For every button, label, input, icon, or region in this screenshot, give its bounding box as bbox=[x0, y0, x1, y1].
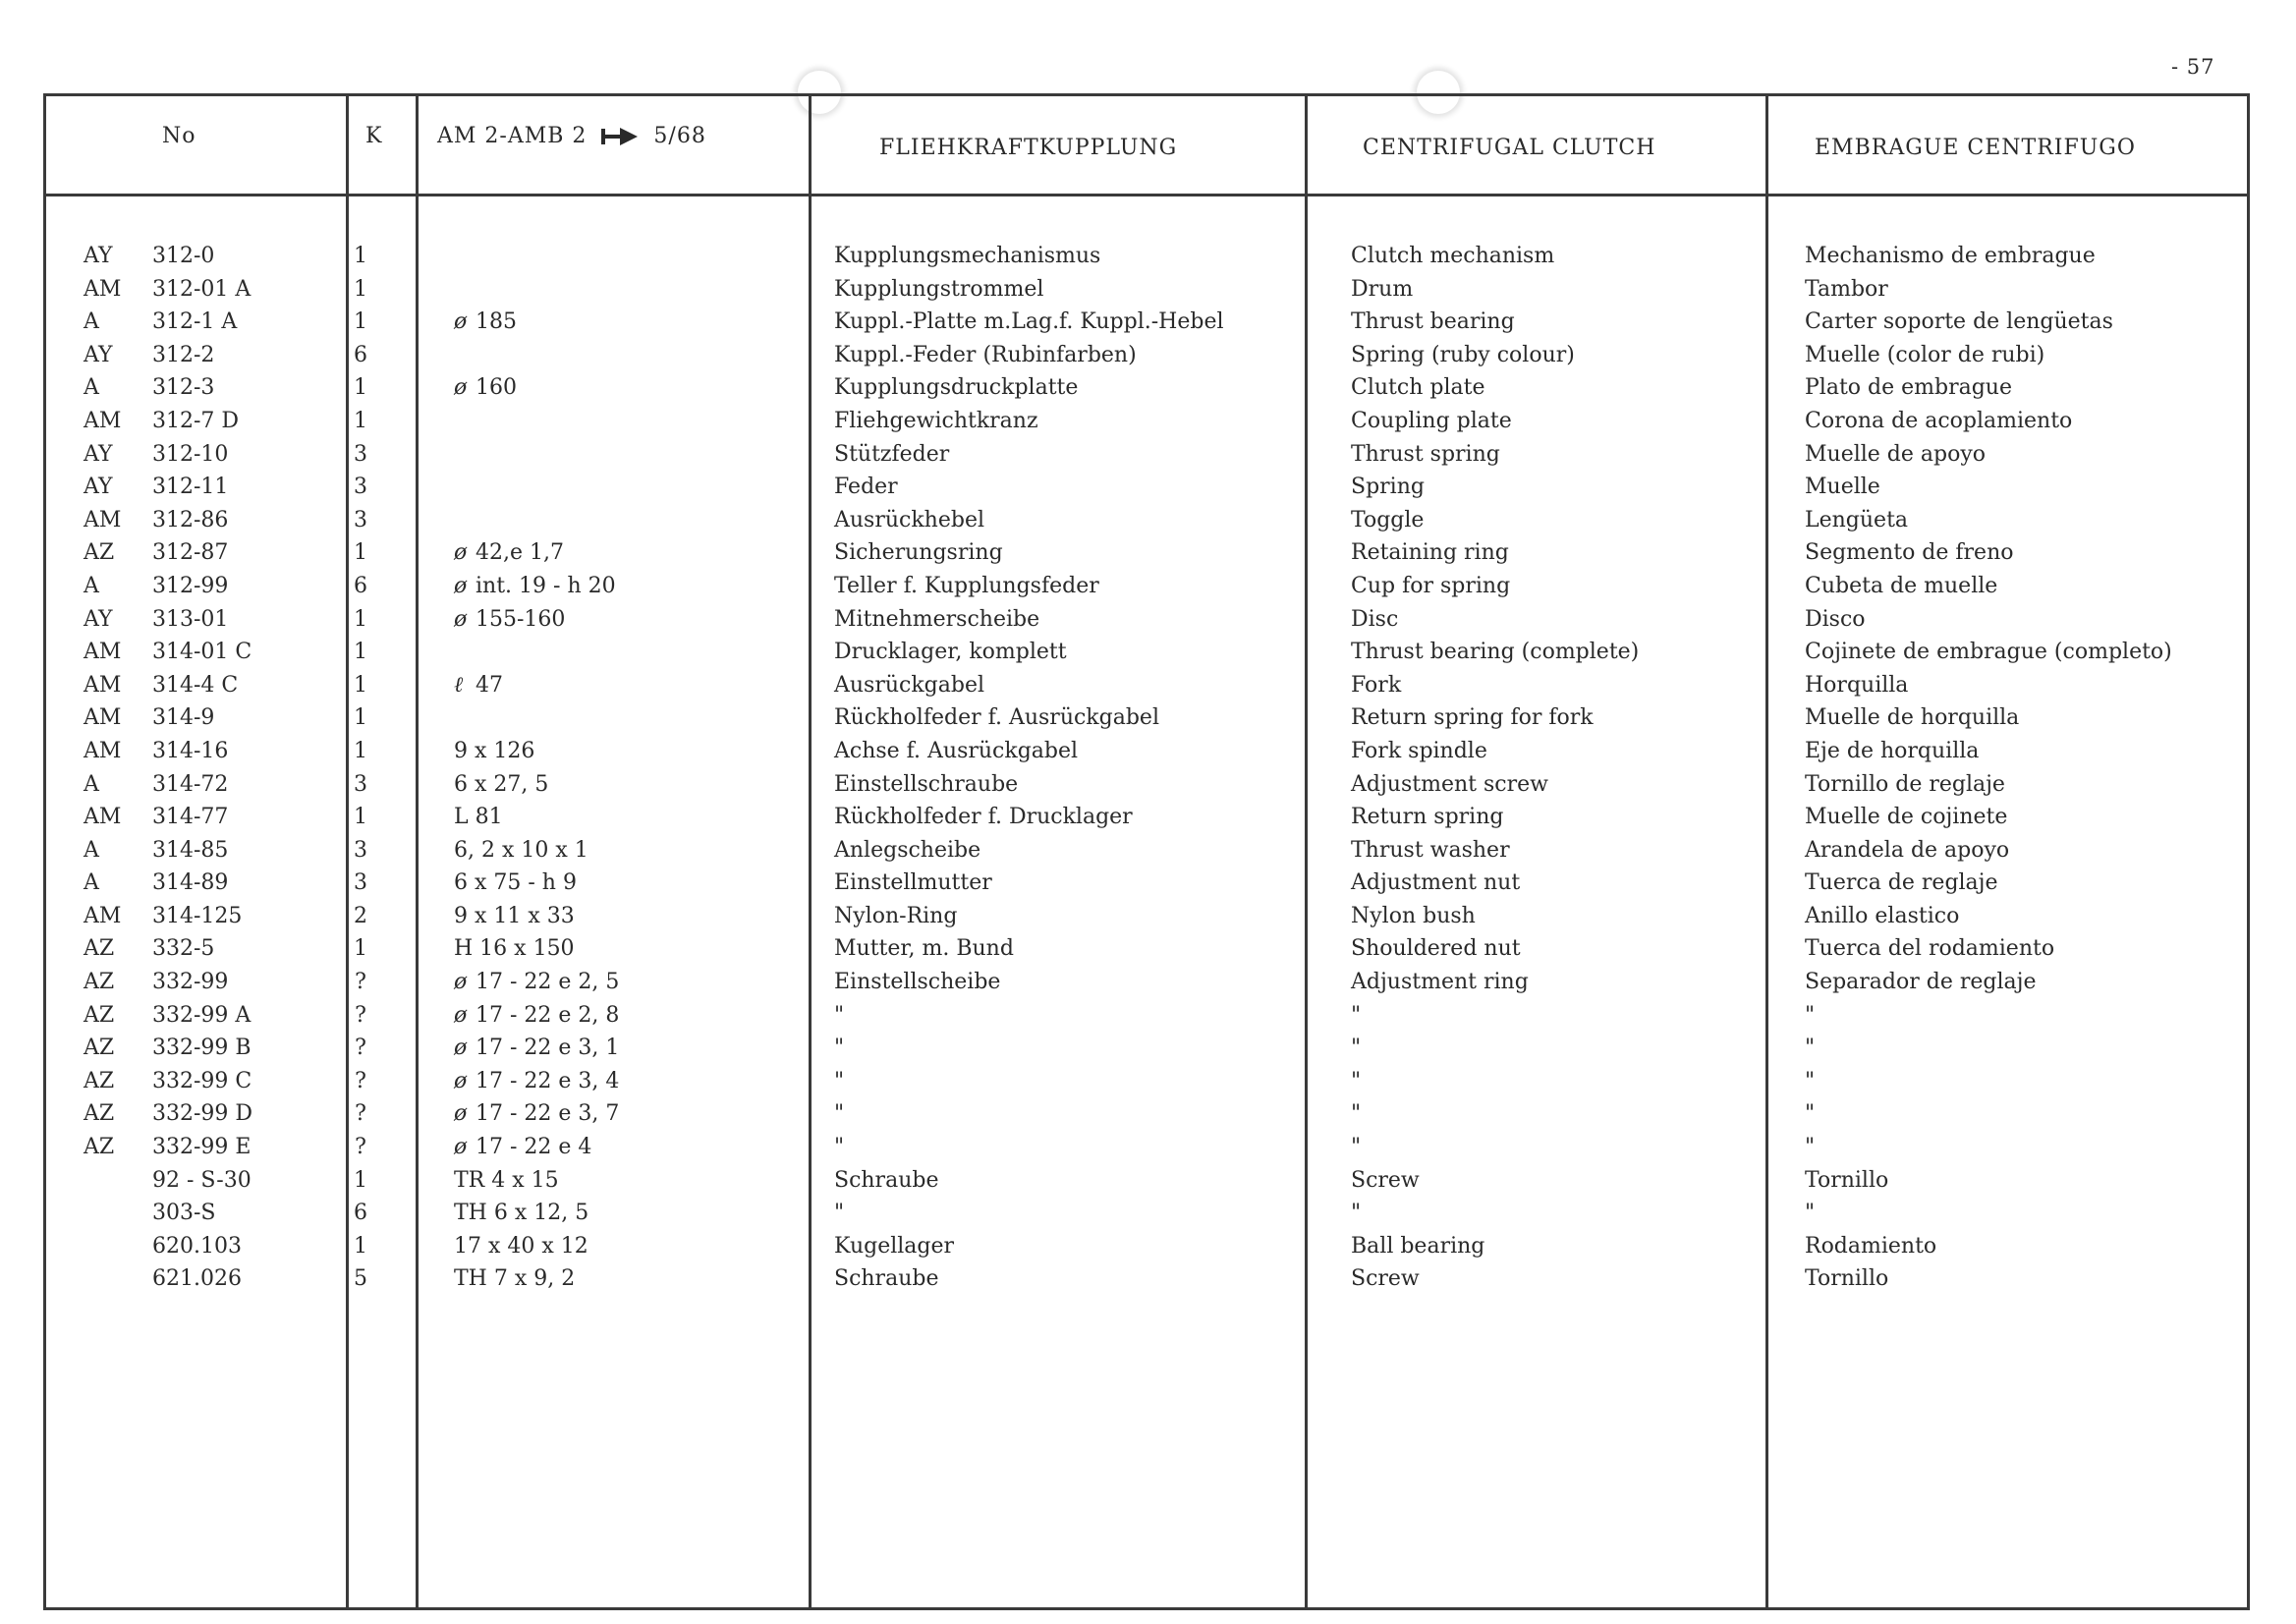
quantity: 3 bbox=[354, 771, 367, 797]
part-number: 92 - S-30 bbox=[152, 1167, 252, 1193]
description-spanish: Horquilla bbox=[1805, 672, 1909, 698]
part-prefix: A bbox=[84, 771, 99, 797]
dimension-value: 6 x 27, 5 bbox=[454, 771, 549, 797]
description-english: Adjustment nut bbox=[1351, 870, 1521, 896]
description-english: Thrust bearing bbox=[1351, 309, 1515, 335]
dimension bbox=[454, 999, 619, 1032]
part-number: 332-99 bbox=[152, 970, 229, 995]
description-english: Ball bearing bbox=[1351, 1233, 1485, 1259]
dimension-value: TH 6 x 12, 5 bbox=[454, 1201, 589, 1226]
dimension-value: 17 x 40 x 12 bbox=[454, 1233, 588, 1259]
quantity: ? bbox=[355, 970, 366, 995]
description-german: Achse f. Ausrückgabel bbox=[834, 738, 1079, 763]
description-german: Kupplungstrommel bbox=[834, 276, 1044, 302]
description-spanish: " bbox=[1805, 1002, 1816, 1028]
part-prefix: AM bbox=[84, 408, 122, 433]
part-prefix: A bbox=[84, 309, 99, 335]
part-prefix: AY bbox=[84, 342, 113, 367]
description-spanish: Cubeta de muelle bbox=[1805, 573, 1998, 598]
table-row bbox=[46, 1032, 2247, 1065]
quantity: 1 bbox=[354, 805, 367, 830]
part-number: 314-01 C bbox=[152, 640, 252, 665]
dimension-value: H 16 x 150 bbox=[454, 936, 575, 962]
quantity: 1 bbox=[354, 375, 367, 401]
table-row bbox=[46, 240, 2247, 273]
table-row bbox=[46, 999, 2247, 1033]
description-german: Einstellschraube bbox=[834, 771, 1019, 797]
quantity: 2 bbox=[354, 903, 367, 928]
description-spanish: Muelle de apoyo bbox=[1805, 441, 1987, 467]
description-german: Anlegscheibe bbox=[834, 837, 981, 863]
description-german: Einstellmutter bbox=[834, 870, 992, 896]
table-row bbox=[46, 636, 2247, 669]
table-row bbox=[46, 1230, 2247, 1263]
quantity: 1 bbox=[354, 309, 367, 335]
part-prefix: AM bbox=[84, 507, 122, 532]
table-row bbox=[46, 504, 2247, 537]
description-german: Kupplungsmechanismus bbox=[834, 244, 1101, 268]
header-model bbox=[437, 124, 706, 148]
part-prefix: AZ bbox=[84, 540, 115, 566]
part-number: 312-7 D bbox=[152, 408, 240, 433]
description-german: " bbox=[834, 1201, 845, 1226]
part-number: 314-85 bbox=[152, 837, 229, 863]
quantity: 3 bbox=[354, 870, 367, 896]
part-number: 332-99 E bbox=[152, 1135, 252, 1160]
description-spanish: Mechanismo de embrague bbox=[1805, 244, 2096, 268]
dimension bbox=[454, 669, 503, 701]
quantity: 1 bbox=[354, 936, 367, 962]
dimension bbox=[454, 867, 577, 899]
dimension bbox=[454, 834, 588, 867]
part-prefix: AY bbox=[84, 606, 113, 632]
dimension-value: 17 - 22 e 3, 7 bbox=[476, 1101, 620, 1127]
part-number: 312-10 bbox=[152, 441, 229, 467]
part-prefix: AZ bbox=[84, 1068, 115, 1093]
description-english: " bbox=[1351, 1135, 1362, 1160]
description-english: Return spring for fork bbox=[1351, 705, 1594, 731]
quantity: ? bbox=[355, 1036, 366, 1061]
part-number: 332-99 A bbox=[152, 1002, 252, 1028]
description-spanish: " bbox=[1805, 1101, 1816, 1127]
table-row bbox=[46, 1131, 2247, 1164]
quantity: 1 bbox=[354, 672, 367, 698]
part-prefix: AM bbox=[84, 705, 122, 731]
description-spanish: Muelle bbox=[1805, 475, 1880, 500]
part-prefix: A bbox=[84, 375, 99, 401]
dimension-value: L 81 bbox=[454, 805, 503, 830]
part-number: 314-125 bbox=[152, 903, 243, 928]
description-english: Return spring bbox=[1351, 805, 1504, 830]
diameter-symbol-icon: ø bbox=[454, 970, 468, 995]
description-english: Toggle bbox=[1351, 507, 1425, 532]
description-german: Kuppl.-Platte m.Lag.f. Kuppl.-Hebel bbox=[834, 309, 1224, 335]
description-english: Coupling plate bbox=[1351, 408, 1512, 433]
part-prefix: AM bbox=[84, 805, 122, 830]
diameter-symbol-icon: ø bbox=[454, 573, 468, 598]
diameter-symbol-icon: ø bbox=[454, 1101, 468, 1127]
description-german: " bbox=[834, 1068, 845, 1093]
quantity: 1 bbox=[354, 408, 367, 433]
part-prefix: A bbox=[84, 573, 99, 598]
table-row bbox=[46, 932, 2247, 966]
dimension-value: 160 bbox=[476, 375, 517, 401]
description-german: " bbox=[834, 1135, 845, 1160]
dimension-value: TR 4 x 15 bbox=[454, 1167, 559, 1193]
part-number: 332-5 bbox=[152, 936, 215, 962]
description-spanish: Muelle (color de rubi) bbox=[1805, 342, 2045, 367]
quantity: 3 bbox=[354, 475, 367, 500]
description-spanish: Muelle de horquilla bbox=[1805, 705, 2020, 731]
part-number: 621.026 bbox=[152, 1266, 242, 1292]
part-prefix: AM bbox=[84, 640, 122, 665]
table-row bbox=[46, 834, 2247, 868]
dimension bbox=[454, 1230, 588, 1262]
quantity: 1 bbox=[354, 276, 367, 302]
quantity: 1 bbox=[354, 1233, 367, 1259]
quantity: 1 bbox=[354, 738, 367, 763]
description-english: " bbox=[1351, 1036, 1362, 1061]
diameter-symbol-icon: ø bbox=[454, 309, 468, 335]
part-number: 314-72 bbox=[152, 771, 229, 797]
part-prefix: AZ bbox=[84, 970, 115, 995]
quantity: 6 bbox=[354, 342, 367, 367]
quantity: ? bbox=[355, 1101, 366, 1127]
table-row bbox=[46, 801, 2247, 834]
part-number: 332-99 C bbox=[152, 1068, 252, 1093]
header-model-label: AM 2-AMB 2 bbox=[437, 124, 588, 148]
table-row bbox=[46, 1262, 2247, 1296]
dimension bbox=[454, 1032, 619, 1064]
description-spanish: " bbox=[1805, 1068, 1816, 1093]
description-english: Retaining ring bbox=[1351, 540, 1509, 566]
header-english: CENTRIFUGAL CLUTCH bbox=[1363, 136, 1656, 160]
part-number: 312-3 bbox=[152, 375, 215, 401]
part-number: 312-0 bbox=[152, 244, 215, 268]
table-row bbox=[46, 701, 2247, 735]
description-english: " bbox=[1351, 1068, 1362, 1093]
quantity: ? bbox=[355, 1068, 366, 1093]
description-german: Schraube bbox=[834, 1266, 939, 1292]
description-english: Clutch mechanism bbox=[1351, 244, 1555, 268]
quantity: 6 bbox=[354, 573, 367, 598]
dimension bbox=[454, 1131, 591, 1163]
description-german: Fliehgewichtkranz bbox=[834, 408, 1038, 433]
quantity: ? bbox=[355, 1002, 366, 1028]
description-spanish: Tambor bbox=[1805, 276, 1888, 302]
description-spanish: Tornillo de reglaje bbox=[1805, 771, 2005, 797]
part-number: 312-1 A bbox=[152, 309, 238, 335]
part-prefix: AZ bbox=[84, 1135, 115, 1160]
description-spanish: " bbox=[1805, 1135, 1816, 1160]
description-english: Thrust spring bbox=[1351, 441, 1500, 467]
description-english: Cup for spring bbox=[1351, 573, 1511, 598]
part-prefix: A bbox=[84, 837, 99, 863]
part-number: 620.103 bbox=[152, 1233, 242, 1259]
description-english: Spring (ruby colour) bbox=[1351, 342, 1575, 367]
description-german: Rückholfeder f. Drucklager bbox=[834, 805, 1133, 830]
description-english: Adjustment ring bbox=[1351, 970, 1529, 995]
table-row bbox=[46, 1065, 2247, 1098]
dimension-value: TH 7 x 9, 2 bbox=[454, 1266, 576, 1292]
table-row bbox=[46, 273, 2247, 307]
description-german: Ausrückhebel bbox=[834, 507, 985, 532]
table-row bbox=[46, 438, 2247, 472]
quantity: 3 bbox=[354, 441, 367, 467]
table-row bbox=[46, 669, 2247, 702]
description-german: Nylon-Ring bbox=[834, 903, 958, 928]
diameter-symbol-icon: ø bbox=[454, 1135, 468, 1160]
part-prefix: AY bbox=[84, 475, 113, 500]
table-row bbox=[46, 471, 2247, 504]
part-number: 312-2 bbox=[152, 342, 215, 367]
dimension-value: int. 19 - h 20 bbox=[476, 573, 616, 598]
dimension-value: 6 x 75 - h 9 bbox=[454, 870, 577, 896]
description-english: Spring bbox=[1351, 475, 1425, 500]
description-spanish: Segmento de freno bbox=[1805, 540, 2014, 566]
dimension-value: 185 bbox=[476, 309, 517, 335]
part-number: 314-16 bbox=[152, 738, 229, 763]
part-prefix: A bbox=[84, 870, 99, 896]
description-german: Kuppl.-Feder (Rubinfarben) bbox=[834, 342, 1137, 367]
part-number: 313-01 bbox=[152, 606, 229, 632]
diameter-symbol-icon: ø bbox=[454, 1002, 468, 1028]
description-spanish: " bbox=[1805, 1036, 1816, 1061]
part-number: 332-99 B bbox=[152, 1036, 252, 1061]
dimension bbox=[454, 1097, 619, 1130]
table-row bbox=[46, 339, 2247, 372]
dimension bbox=[454, 1197, 588, 1229]
diameter-symbol-icon: ø bbox=[454, 540, 468, 566]
description-german: Sicherungsring bbox=[834, 540, 1003, 566]
description-german: Ausrückgabel bbox=[834, 672, 985, 698]
table-row bbox=[46, 405, 2247, 438]
part-number: 303-S bbox=[152, 1201, 216, 1226]
parts-table bbox=[43, 93, 2250, 1610]
description-english: Fork bbox=[1351, 672, 1402, 698]
description-spanish: Corona de acoplamiento bbox=[1805, 408, 2073, 433]
description-german: Mutter, m. Bund bbox=[834, 936, 1014, 962]
description-english: Drum bbox=[1351, 276, 1414, 302]
description-english: Fork spindle bbox=[1351, 738, 1487, 763]
quantity: ? bbox=[355, 1135, 366, 1160]
description-english: Adjustment screw bbox=[1351, 771, 1548, 797]
description-spanish: Tuerca del rodamiento bbox=[1805, 936, 2055, 962]
header-no: No bbox=[162, 124, 196, 148]
dimension-value: 17 - 22 e 2, 5 bbox=[476, 970, 620, 995]
description-german: Mitnehmerscheibe bbox=[834, 606, 1040, 632]
dimension-value: 47 bbox=[476, 672, 503, 698]
table-row bbox=[46, 735, 2247, 768]
description-spanish: Rodamiento bbox=[1805, 1233, 1937, 1259]
dimension bbox=[454, 603, 565, 636]
dimension bbox=[454, 735, 534, 767]
header-german: FLIEHKRAFTKUPPLUNG bbox=[879, 136, 1178, 160]
description-german: Einstellscheibe bbox=[834, 970, 1001, 995]
dimension-value: 6, 2 x 10 x 1 bbox=[454, 837, 588, 863]
dimension bbox=[454, 371, 517, 404]
description-spanish: Anillo elastico bbox=[1805, 903, 1960, 928]
part-number: 312-99 bbox=[152, 573, 229, 598]
part-prefix: AZ bbox=[84, 1036, 115, 1061]
dimension bbox=[454, 900, 575, 932]
table-row bbox=[46, 306, 2247, 339]
description-english: Clutch plate bbox=[1351, 375, 1485, 401]
description-german: Teller f. Kupplungsfeder bbox=[834, 573, 1099, 598]
description-english: Thrust washer bbox=[1351, 837, 1510, 863]
description-english: " bbox=[1351, 1201, 1362, 1226]
description-spanish: Tornillo bbox=[1805, 1266, 1889, 1292]
dimension-value: 9 x 126 bbox=[454, 738, 535, 763]
quantity: 1 bbox=[354, 705, 367, 731]
table-row bbox=[46, 900, 2247, 933]
quantity: 1 bbox=[354, 540, 367, 566]
diameter-symbol-icon: ø bbox=[454, 606, 468, 632]
description-spanish: Plato de embrague bbox=[1805, 375, 2012, 401]
description-german: " bbox=[834, 1002, 845, 1028]
description-english: Disc bbox=[1351, 606, 1399, 632]
quantity: 6 bbox=[354, 1201, 367, 1226]
header-divider bbox=[46, 194, 2247, 196]
description-spanish: " bbox=[1805, 1201, 1816, 1226]
description-german: Kupplungsdruckplatte bbox=[834, 375, 1079, 401]
dimension bbox=[454, 932, 575, 965]
description-english: Screw bbox=[1351, 1167, 1420, 1193]
description-spanish: Cojinete de embrague (completo) bbox=[1805, 640, 2172, 665]
diameter-symbol-icon: ø bbox=[454, 1036, 468, 1061]
part-number: 312-86 bbox=[152, 507, 229, 532]
dimension bbox=[454, 1164, 559, 1197]
quantity: 1 bbox=[354, 244, 367, 268]
table-row bbox=[46, 867, 2247, 900]
quantity: 1 bbox=[354, 640, 367, 665]
dimension-value: 9 x 11 x 33 bbox=[454, 903, 575, 928]
dimension-value: 17 - 22 e 2, 8 bbox=[476, 1002, 620, 1028]
dimension bbox=[454, 801, 503, 833]
quantity: 1 bbox=[354, 606, 367, 632]
dimension bbox=[454, 768, 548, 801]
description-german: Feder bbox=[834, 475, 898, 500]
arrow-right-icon bbox=[600, 126, 640, 147]
description-spanish: Arandela de apoyo bbox=[1805, 837, 2010, 863]
dimension-value: 42,e 1,7 bbox=[476, 540, 564, 566]
description-english: Shouldered nut bbox=[1351, 936, 1521, 962]
description-german: " bbox=[834, 1101, 845, 1127]
description-english: Thrust bearing (complete) bbox=[1351, 640, 1640, 665]
description-spanish: Separador de reglaje bbox=[1805, 970, 2037, 995]
description-spanish: Muelle de cojinete bbox=[1805, 805, 2008, 830]
part-number: 312-01 A bbox=[152, 276, 252, 302]
dimension bbox=[454, 306, 517, 338]
table-row bbox=[46, 1097, 2247, 1131]
description-german: Drucklager, komplett bbox=[834, 640, 1067, 665]
description-english: " bbox=[1351, 1002, 1362, 1028]
part-number: 314-4 C bbox=[152, 672, 239, 698]
description-english: " bbox=[1351, 1101, 1362, 1127]
table-body bbox=[46, 240, 2247, 1296]
length-symbol-icon: ℓ bbox=[454, 672, 464, 698]
table-row bbox=[46, 371, 2247, 405]
part-number: 312-87 bbox=[152, 540, 229, 566]
part-number: 314-89 bbox=[152, 870, 229, 896]
part-prefix: AZ bbox=[84, 936, 115, 962]
dimension bbox=[454, 966, 619, 998]
header-k: K bbox=[365, 124, 383, 148]
dimension bbox=[454, 536, 564, 569]
header-model-date: 5/68 bbox=[653, 124, 706, 148]
dimension-value: 17 - 22 e 3, 1 bbox=[476, 1036, 620, 1061]
description-spanish: Tuerca de reglaje bbox=[1805, 870, 1998, 896]
dimension-value: 17 - 22 e 3, 4 bbox=[476, 1068, 620, 1093]
header-spanish: EMBRAGUE CENTRIFUGO bbox=[1815, 136, 2136, 160]
page-number: - 57 bbox=[2171, 55, 2215, 79]
description-german: Stützfeder bbox=[834, 441, 950, 467]
part-prefix: AM bbox=[84, 903, 122, 928]
quantity: 3 bbox=[354, 837, 367, 863]
dimension bbox=[454, 1065, 619, 1097]
description-english: Nylon bush bbox=[1351, 903, 1476, 928]
diameter-symbol-icon: ø bbox=[454, 1068, 468, 1093]
description-german: Schraube bbox=[834, 1167, 939, 1193]
description-spanish: Tornillo bbox=[1805, 1167, 1889, 1193]
table-row bbox=[46, 570, 2247, 603]
quantity: 1 bbox=[354, 1167, 367, 1193]
part-prefix: AZ bbox=[84, 1002, 115, 1028]
table-row bbox=[46, 603, 2247, 637]
part-prefix: AM bbox=[84, 276, 122, 302]
table-row bbox=[46, 1164, 2247, 1198]
table-row bbox=[46, 966, 2247, 999]
dimension-value: 155-160 bbox=[476, 606, 566, 632]
table-row bbox=[46, 536, 2247, 570]
description-german: Kugellager bbox=[834, 1233, 955, 1259]
description-spanish: Carter soporte de lengüetas bbox=[1805, 309, 2113, 335]
diameter-symbol-icon: ø bbox=[454, 375, 468, 401]
part-number: 312-11 bbox=[152, 475, 229, 500]
part-number: 332-99 D bbox=[152, 1101, 253, 1127]
description-spanish: Eje de horquilla bbox=[1805, 738, 1980, 763]
dimension bbox=[454, 1262, 575, 1295]
table-row bbox=[46, 1197, 2247, 1230]
description-english: Screw bbox=[1351, 1266, 1420, 1292]
part-prefix: AZ bbox=[84, 1101, 115, 1127]
dimension bbox=[454, 570, 616, 602]
description-spanish: Disco bbox=[1805, 606, 1866, 632]
description-spanish: Lengüeta bbox=[1805, 507, 1909, 532]
part-prefix: AY bbox=[84, 244, 113, 268]
part-prefix: AM bbox=[84, 672, 122, 698]
part-prefix: AM bbox=[84, 738, 122, 763]
part-number: 314-9 bbox=[152, 705, 215, 731]
description-german: Rückholfeder f. Ausrückgabel bbox=[834, 705, 1159, 731]
part-number: 314-77 bbox=[152, 805, 229, 830]
quantity: 3 bbox=[354, 507, 367, 532]
part-prefix: AY bbox=[84, 441, 113, 467]
quantity: 5 bbox=[354, 1266, 367, 1292]
table-row bbox=[46, 768, 2247, 802]
description-german: " bbox=[834, 1036, 845, 1061]
dimension-value: 17 - 22 e 4 bbox=[476, 1135, 592, 1160]
